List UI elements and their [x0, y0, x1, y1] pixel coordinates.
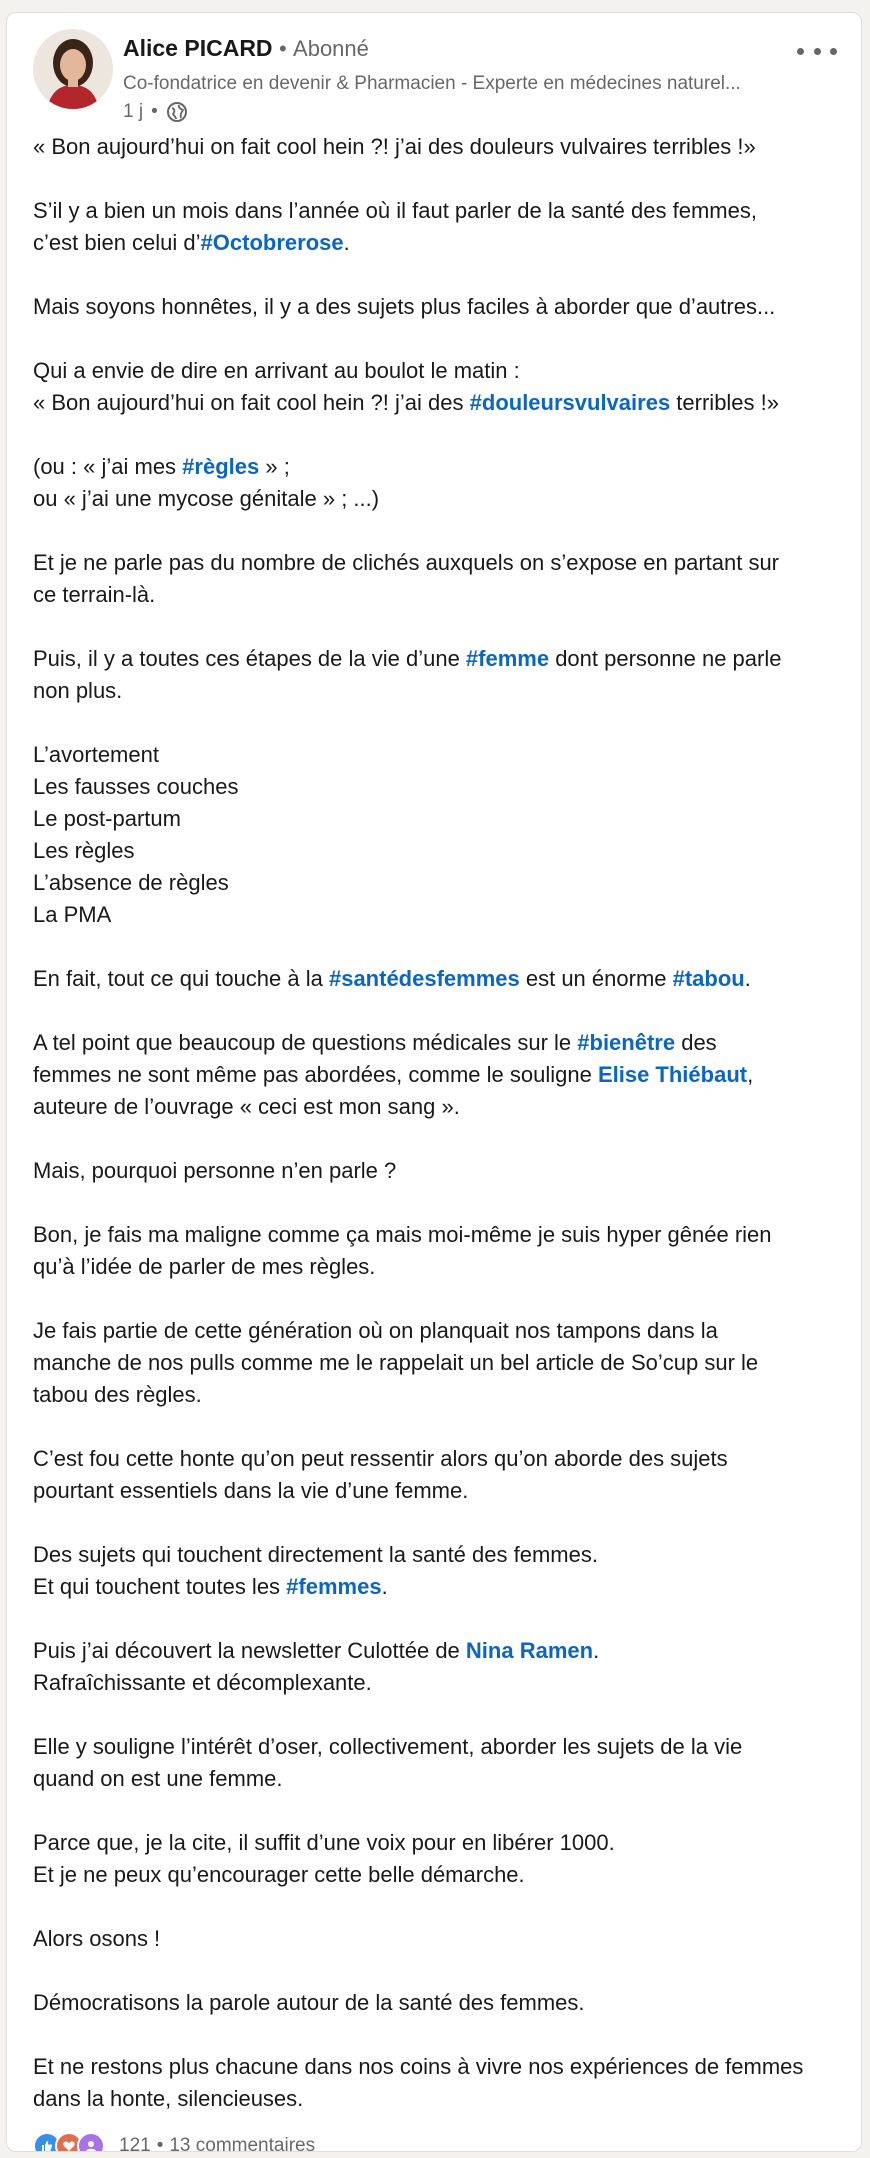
list-item: Les règles — [33, 838, 135, 863]
reaction-icons[interactable] — [33, 2132, 99, 2152]
author-line — [123, 33, 369, 63]
paragraph: Démocratisons la parole autour de la santé des femmes. — [33, 1990, 585, 2015]
paragraph: (ou : « j’ai mes #règles » ; — [33, 454, 290, 479]
paragraph: tabou des règles. — [33, 1382, 202, 1407]
paragraph: qu’à l’idée de parler de mes règles. — [33, 1254, 376, 1279]
hashtag-douleursvulvaires[interactable]: #douleursvulvaires — [469, 390, 671, 415]
feed-post-card — [6, 12, 862, 2152]
time-separator: • — [151, 101, 158, 122]
paragraph: Des sujets qui touchent directement la santé des femmes. — [33, 1542, 598, 1567]
paragraph: Parce que, je la cite, il suffit d’une voix pour en libérer 1000. — [33, 1830, 615, 1855]
paragraph: Et je ne peux qu’encourager cette belle démarche. — [33, 1862, 525, 1887]
paragraph: Et qui touchent toutes les #femmes. — [33, 1574, 388, 1599]
paragraph: pourtant essentiels dans la vie d’une femme. — [33, 1478, 469, 1503]
paragraph: Qui a envie de dire en arrivant au boulot le matin : — [33, 358, 520, 383]
globe-icon — [166, 101, 188, 123]
list-item: Le post-partum — [33, 806, 181, 831]
author-separator: • — [278, 36, 287, 61]
mention-nina-ramen[interactable]: Nina Ramen — [465, 1638, 594, 1663]
paragraph: Rafraîchissante et décomplexante. — [33, 1670, 372, 1695]
avatar-portrait-icon — [33, 29, 113, 109]
post-time: 1 j — [123, 101, 144, 122]
paragraph: non plus. — [33, 678, 123, 703]
paragraph: ce terrain-là. — [33, 582, 156, 607]
paragraph: En fait, tout ce qui touche à la #santédesfemmes est un énorme #tabou. — [33, 966, 751, 991]
paragraph: ou « j’ai une mycose génitale » ; ...) — [33, 486, 380, 511]
paragraph: auteure de l’ouvrage « ceci est mon sang ». — [33, 1094, 460, 1119]
paragraph: Mais, pourquoi personne n’en parle ? — [33, 1158, 397, 1183]
paragraph: « Bon aujourd’hui on fait cool hein ?! j’ai des #douleursvulvaires terribles !» — [33, 390, 780, 415]
follow-status: Abonné — [293, 36, 369, 61]
paragraph: Et je ne parle pas du nombre de clichés auxquels on s’expose en partant sur — [33, 550, 780, 575]
paragraph: Je fais partie de cette génération où on planquait nos tampons dans la — [33, 1318, 718, 1343]
author-name[interactable]: Alice PICARD — [123, 35, 273, 61]
paragraph: Alors osons ! — [33, 1926, 161, 1951]
comments-count[interactable]: 13 commentaires — [169, 2135, 316, 2152]
paragraph: femmes ne sont même pas abordées, comme le souligne Elise Thiébaut, — [33, 1062, 754, 1087]
paragraph: S’il y a bien un mois dans l’année où il faut parler de la santé des femmes, — [33, 198, 757, 223]
paragraph: manche de nos pulls comme me le rappelait un bel article de So’cup sur le — [33, 1350, 759, 1375]
hashtag-femme[interactable]: #femme — [465, 646, 550, 671]
paragraph: Bon, je fais ma maligne comme ça mais moi-même je suis hyper gênée rien — [33, 1222, 772, 1247]
list-item: La PMA — [33, 902, 112, 927]
list-item: Les fausses couches — [33, 774, 239, 799]
hashtag-octobrerose[interactable]: #Octobrerose — [200, 230, 344, 255]
paragraph: « Bon aujourd’hui on fait cool hein ?! j’ai des douleurs vulvaires terribles !» — [33, 134, 756, 159]
paragraph: Puis j’ai découvert la newsletter Culottée de Nina Ramen. — [33, 1638, 600, 1663]
paragraph: quand on est une femme. — [33, 1766, 283, 1791]
paragraph: Mais soyons honnêtes, il y a des sujets plus faciles à aborder que d’autres... — [33, 294, 776, 319]
reaction-count[interactable]: 121 — [119, 2135, 151, 2152]
paragraph: Et ne restons plus chacune dans nos coins à vivre nos expériences de femmes — [33, 2054, 804, 2079]
hashtag-bienetre[interactable]: #bienêtre — [577, 1030, 676, 1055]
paragraph: dans la honte, silencieuses. — [33, 2086, 304, 2111]
paragraph: c’est bien celui d’#Octobrerose. — [33, 230, 350, 255]
hashtag-regles[interactable]: #règles — [182, 454, 260, 479]
paragraph: C’est fou cette honte qu’on peut ressentir alors qu’on aborde des sujets — [33, 1446, 728, 1471]
hashtag-tabou[interactable]: #tabou — [672, 966, 745, 991]
author-headline: Co-fondatrice en devenir & Pharmacien - Experte en médecines naturel... — [123, 73, 741, 94]
mention-elise-thiebaut[interactable]: Elise Thiébaut — [597, 1062, 748, 1087]
paragraph: Puis, il y a toutes ces étapes de la vie d’une #femme dont personne ne parle — [33, 646, 782, 671]
social-separator: • — [156, 2135, 164, 2152]
support-icon — [77, 2132, 105, 2152]
post-body — [33, 131, 843, 2115]
more-options-icon[interactable] — [797, 39, 837, 63]
paragraph: Elle y souligne l’intérêt d’oser, collectivement, aborder les sujets de la vie — [33, 1734, 743, 1759]
author-avatar[interactable] — [33, 29, 113, 109]
post-meta — [123, 99, 188, 125]
hashtag-santedesfemmes[interactable]: #santédesfemmes — [328, 966, 520, 991]
list-item: L’avortement — [33, 742, 159, 767]
list-item: L’absence de règles — [33, 870, 229, 895]
social-counts — [33, 2133, 315, 2152]
paragraph: A tel point que beaucoup de questions médicales sur le #bienêtre des — [33, 1030, 717, 1055]
hashtag-femmes[interactable]: #femmes — [286, 1574, 382, 1599]
